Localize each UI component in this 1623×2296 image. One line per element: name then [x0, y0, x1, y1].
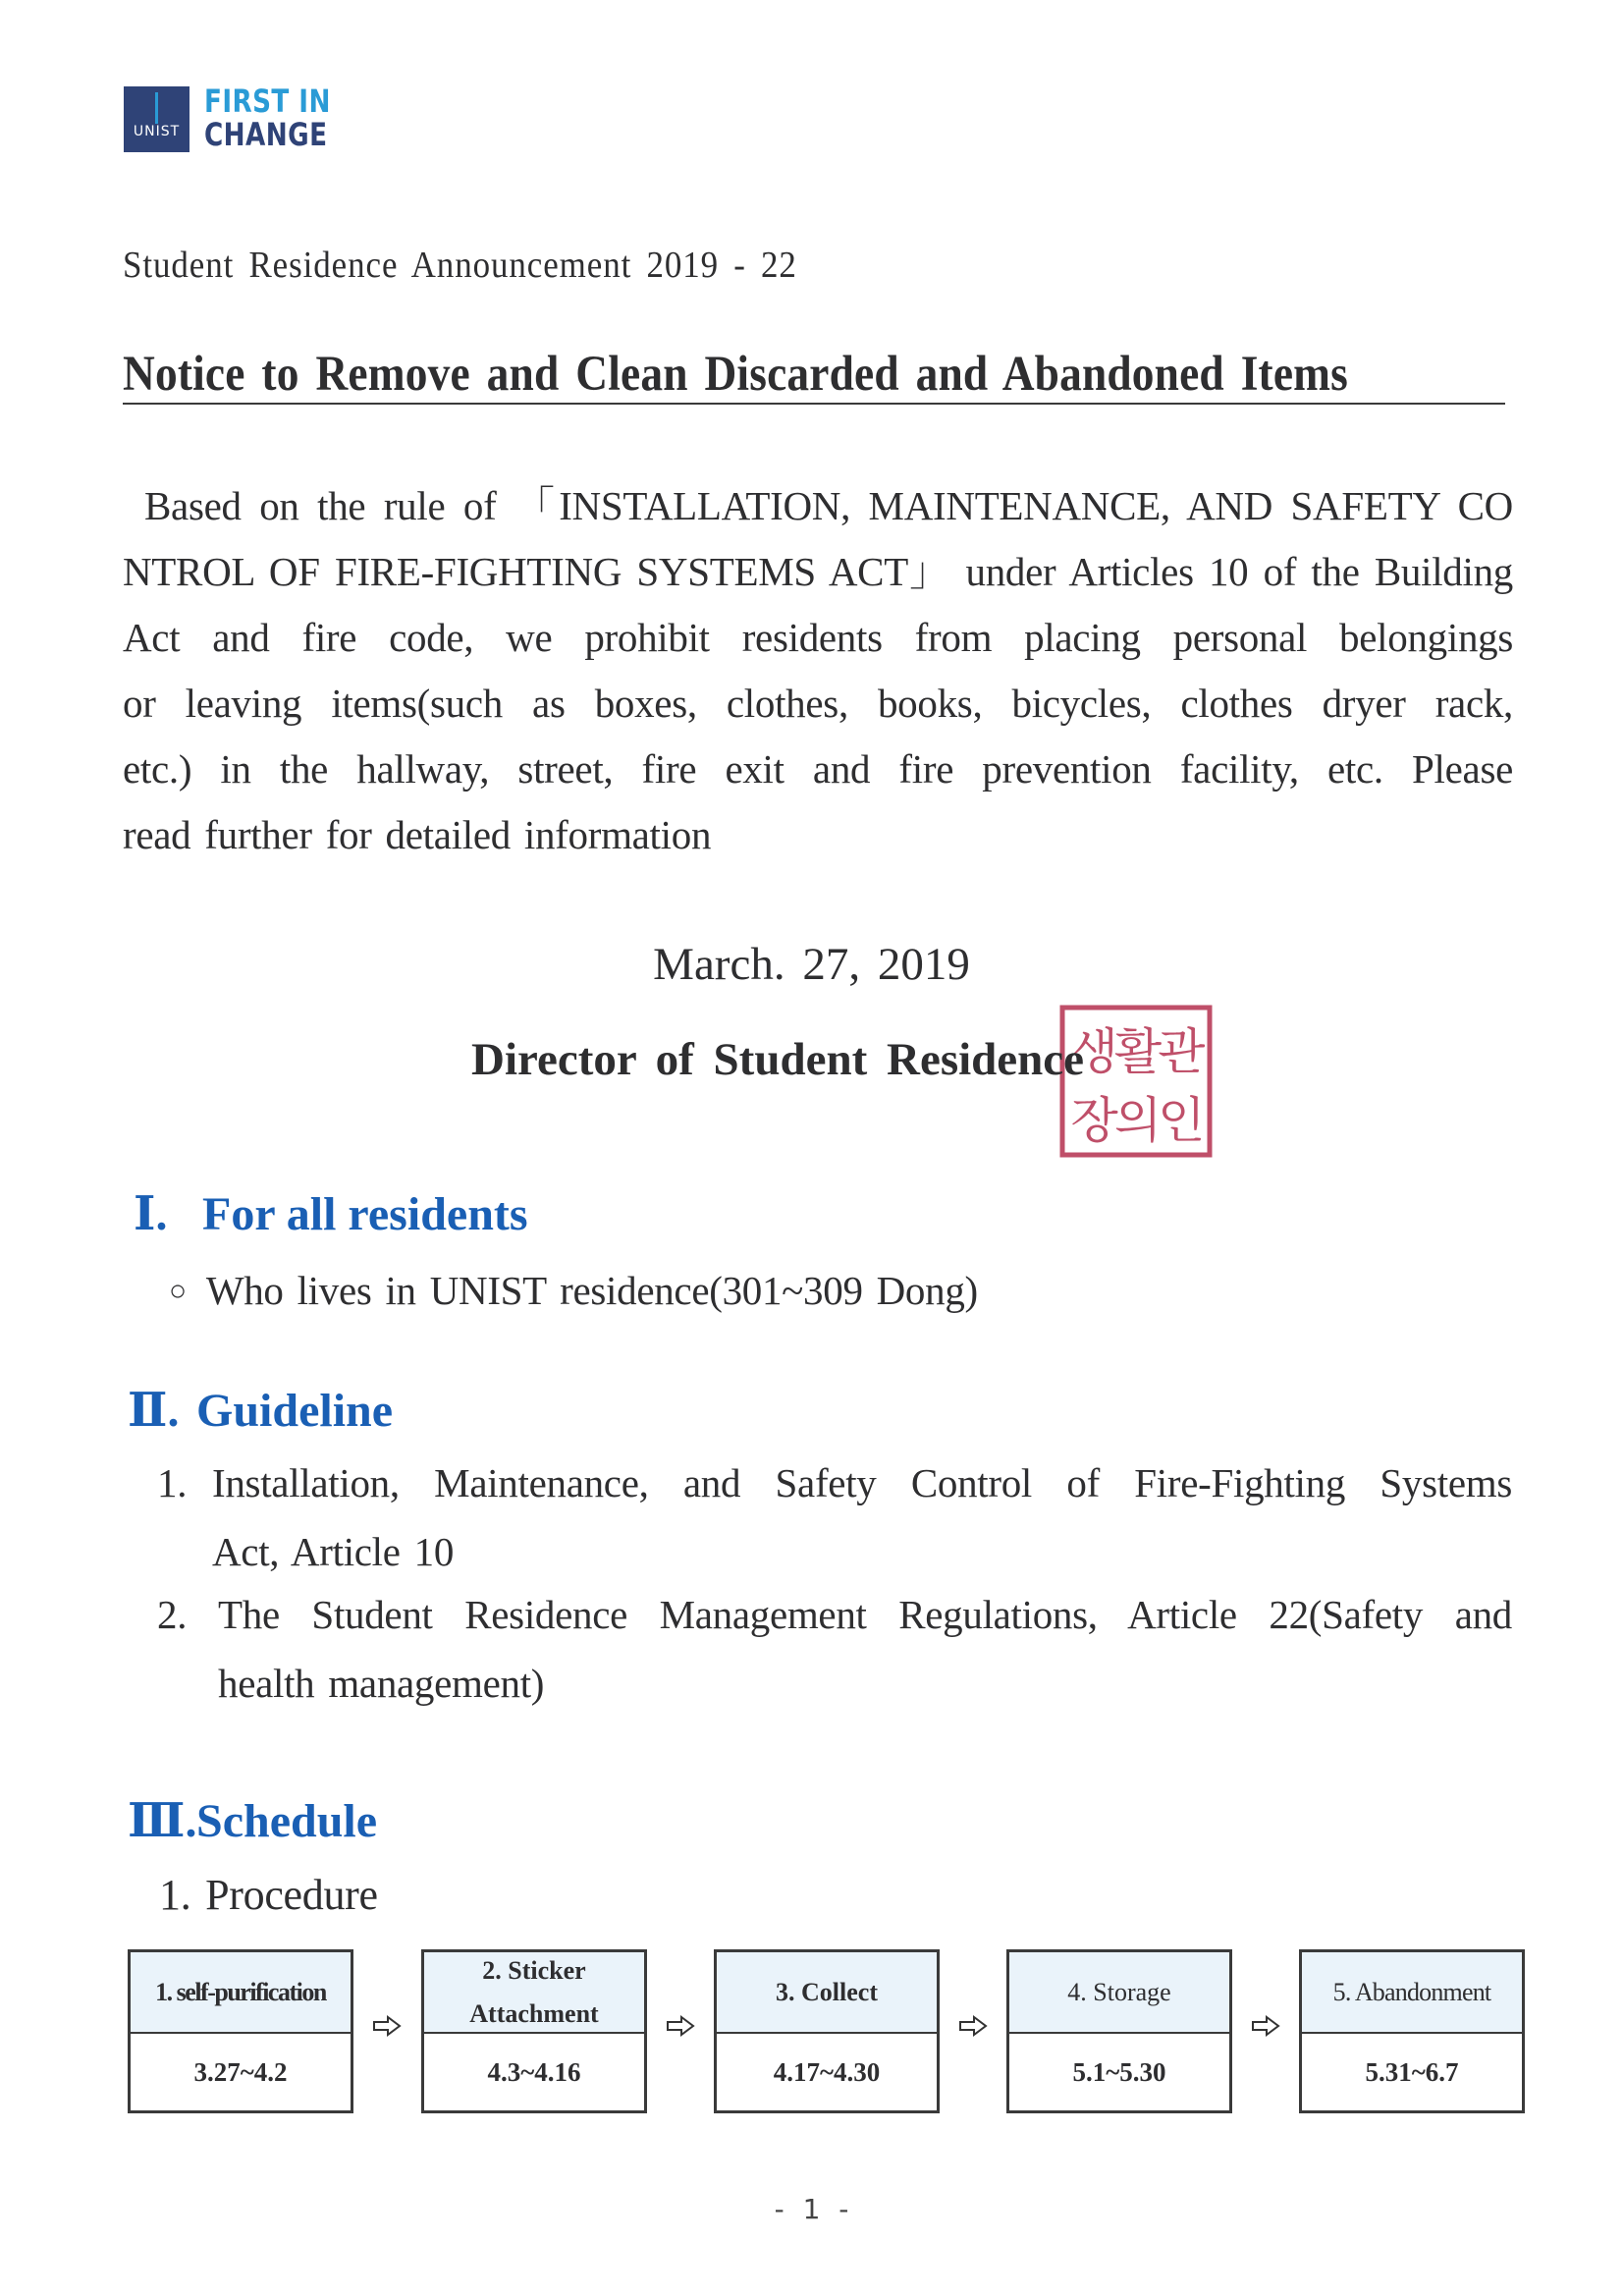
- procedure-step-1: [128, 1949, 353, 2113]
- step-label: 5. Abandonment: [1302, 1952, 1522, 2034]
- guideline-item-2: [157, 1591, 1512, 1707]
- intro-paragraph: [123, 473, 1513, 868]
- step-label: 3. Collect: [717, 1952, 937, 2034]
- step-label: 4. Storage: [1009, 1952, 1229, 2034]
- svg-text:생활관: 생활관: [1070, 1023, 1202, 1080]
- procedure-step-5: [1299, 1949, 1525, 2113]
- logo-mark-text: UNIST: [133, 124, 181, 139]
- section-numeral: Ⅲ.: [128, 1795, 197, 1847]
- paragraph-line: or leaving items(such as boxes, clothes, books, bicycles, clothes dryer rack,: [123, 681, 1513, 726]
- signatory: Director of Student Residence: [471, 1034, 1085, 1085]
- item-text: Installation, Maintenance, and Safety Control of Fire-Fighting Systems: [212, 1460, 1512, 1505]
- circle-bullet-icon: ○: [169, 1275, 187, 1307]
- section-numeral: Ⅱ.: [128, 1385, 180, 1437]
- item-text: The Student Residence Management Regulations, Article 22(Safety and: [218, 1592, 1512, 1637]
- bullet-text: Who lives in UNIST residence(301~309 Dong): [205, 1268, 978, 1313]
- paragraph-line: Act and fire code, we prohibit residents from placing personal belongings: [123, 615, 1513, 660]
- section-numeral: Ⅰ.: [134, 1188, 168, 1240]
- subheading-procedure: 1. Procedure: [159, 1871, 378, 1919]
- arrow-right-icon: [666, 2015, 695, 2037]
- arrow-right-icon: [372, 2015, 402, 2037]
- announcement-number: Student Residence Announcement 2019 - 22: [123, 245, 797, 286]
- item-number: 2.: [157, 1592, 188, 1637]
- paragraph-line: read further for detailed information: [123, 812, 712, 857]
- section-title: Schedule: [196, 1795, 378, 1847]
- guideline-item-1: [157, 1459, 1512, 1575]
- step-period: 3.27~4.2: [193, 2056, 288, 2087]
- item-text-continued: Act, Article 10: [212, 1529, 455, 1574]
- logo-bar-icon: [155, 92, 158, 124]
- arrow-right-icon: [958, 2015, 988, 2037]
- arrow-right-icon: [1251, 2015, 1280, 2037]
- paragraph-line: NTROL OF FIRE-FIGHTING SYSTEMS ACT」 under Articles 10 of the Building: [123, 549, 1513, 594]
- bullet-item: [169, 1267, 978, 1314]
- unist-logo-mark: [124, 86, 189, 152]
- step-period: 4.17~4.30: [773, 2056, 881, 2087]
- logo-line-1: FIRST IN: [204, 82, 331, 120]
- title-underline: [123, 403, 1505, 405]
- svg-text:장의인: 장의인: [1070, 1092, 1202, 1149]
- logo-slogan: [204, 84, 358, 151]
- step-label: 1. self-purification: [131, 1952, 351, 2034]
- procedure-step-2: [421, 1949, 647, 2113]
- section-heading-2: [128, 1383, 393, 1438]
- section-title: Guideline: [196, 1385, 394, 1437]
- section-title: For all residents: [202, 1188, 528, 1240]
- section-heading-3: [128, 1793, 377, 1848]
- step-period: 4.3~4.16: [487, 2056, 581, 2087]
- step-label: 2. Sticker Attachment: [424, 1952, 644, 2034]
- issue-date: March. 27, 2019: [653, 939, 970, 990]
- item-number: 1.: [157, 1460, 188, 1505]
- step-period: 5.1~5.30: [1072, 2056, 1166, 2087]
- procedure-step-4: [1006, 1949, 1232, 2113]
- document-title: Notice to Remove and Clean Discarded and Abandoned Items: [123, 347, 1348, 402]
- section-heading-1: [134, 1186, 528, 1241]
- logo-line-2: CHANGE: [204, 116, 328, 153]
- paragraph-line: Based on the rule of 「INSTALLATION, MAINTENANCE, AND SAFETY CO: [144, 483, 1513, 528]
- step-period: 5.31~6.7: [1365, 2056, 1459, 2087]
- procedure-step-3: [714, 1949, 940, 2113]
- page-number: - 1 -: [774, 2193, 849, 2225]
- paragraph-line: etc.) in the hallway, street, fire exit and fire prevention facility, etc. Please: [123, 746, 1513, 792]
- item-text-continued: health management): [218, 1661, 545, 1706]
